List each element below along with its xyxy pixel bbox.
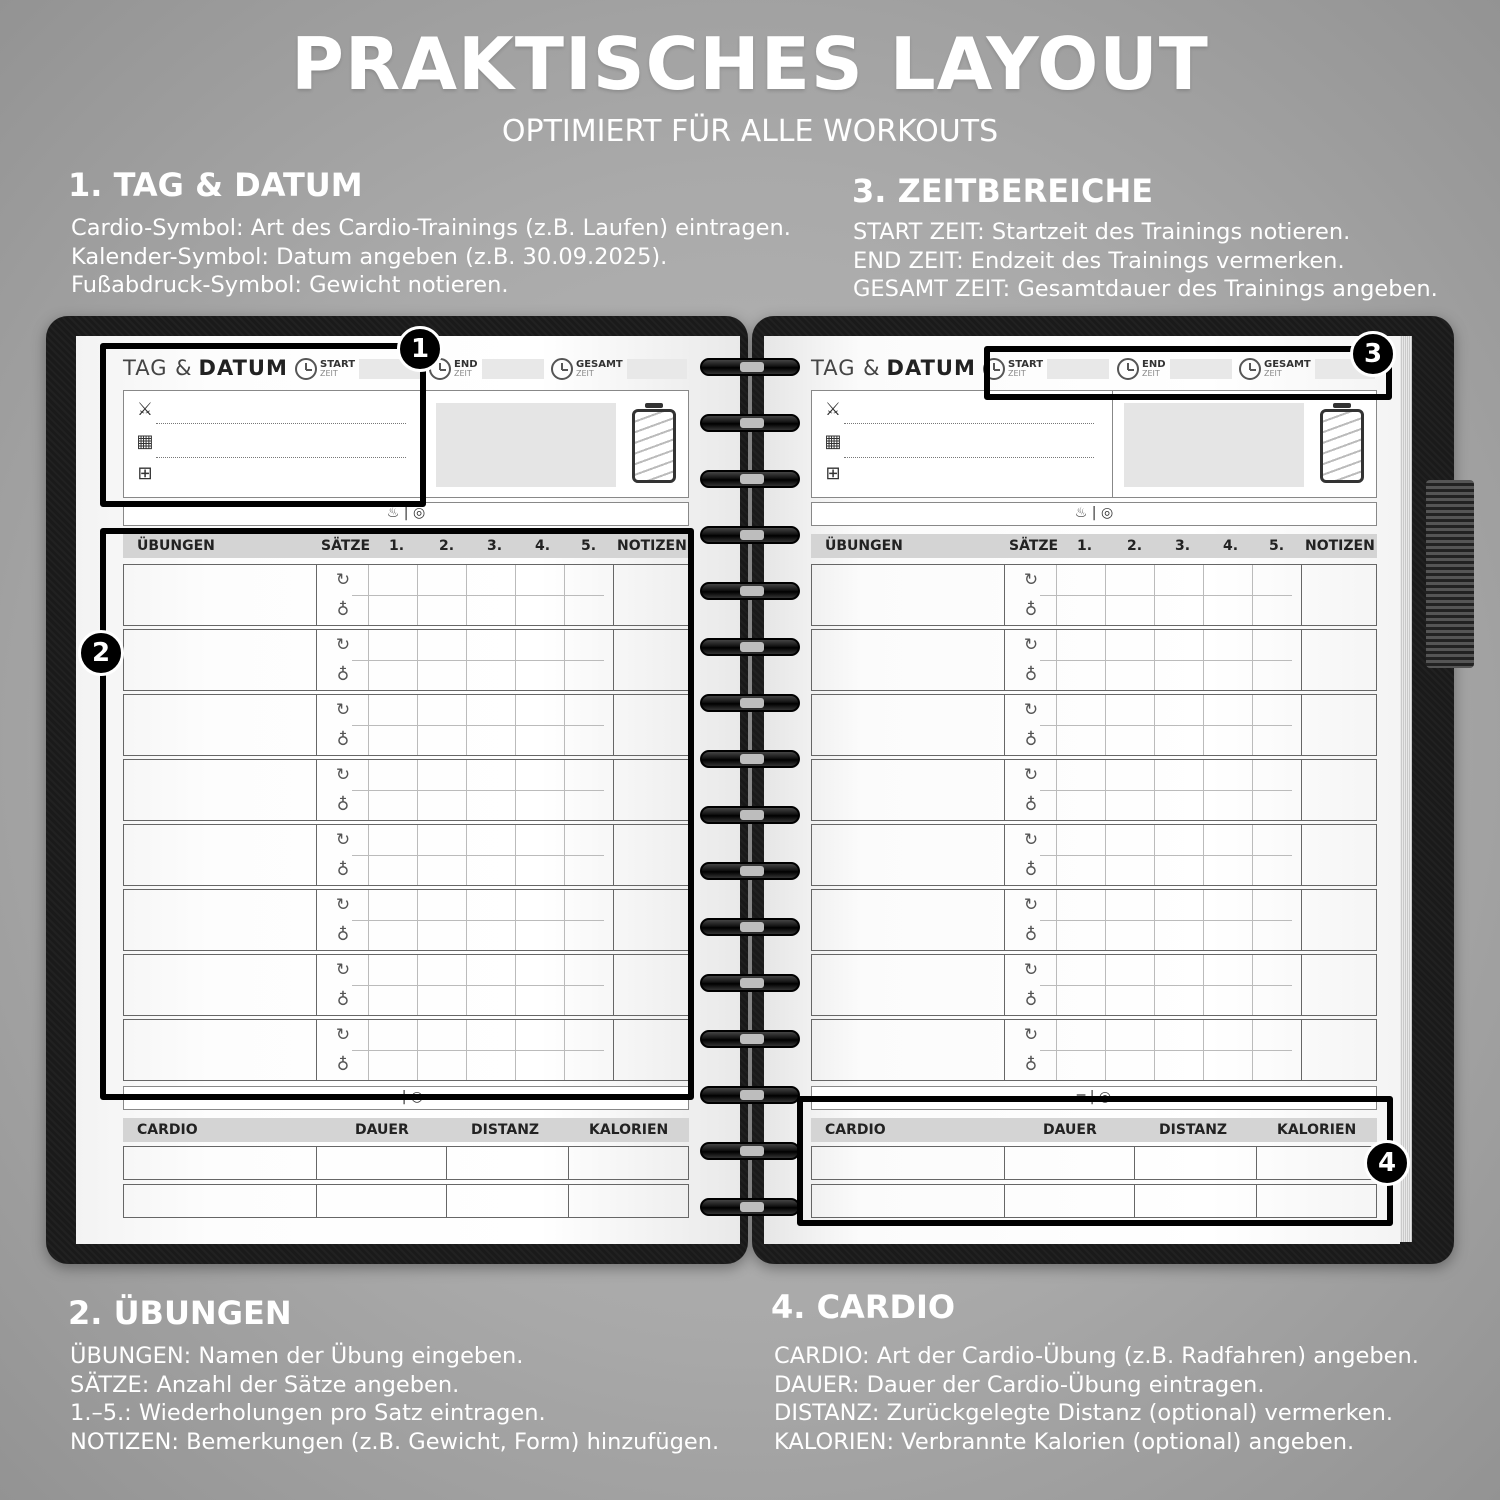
repeat-icon: ↻: [1023, 830, 1039, 850]
section-4-line: DISTANZ: Zurückgelegte Distanz (optional) vermerken.: [774, 1400, 1394, 1426]
scale-icon: ⊞: [825, 463, 841, 484]
repeat-icon: ↻: [335, 895, 351, 915]
col-notes: NOTIZEN: [1305, 538, 1375, 554]
time-end-title: END: [454, 359, 478, 370]
kettlebell-icon: ♁: [1024, 990, 1038, 1010]
tag-label-bold: DATUM: [198, 356, 288, 380]
spiral-ring: [700, 638, 800, 656]
spiral-ring: [700, 694, 800, 712]
repeat-icon: ↻: [335, 830, 351, 850]
spiral-ring: [700, 358, 800, 376]
highlight-box-1: [100, 343, 426, 507]
calendar-icon: ▦: [136, 431, 154, 452]
kettlebell-icon: ♁: [1024, 925, 1038, 945]
section-2-heading: 2. ÜBUNGEN: [68, 1294, 292, 1332]
repeat-icon: ↻: [335, 700, 351, 720]
time-sub-label: ZEIT: [320, 369, 338, 378]
repeat-icon: ↻: [1023, 570, 1039, 590]
col-n3: 3.: [487, 538, 503, 554]
kettlebell-icon: ♁: [336, 1055, 350, 1075]
repeat-icon: ↻: [335, 570, 351, 590]
target-icon: ◎: [410, 1089, 424, 1105]
target-icon: ◎: [412, 505, 426, 521]
kettlebell-icon: ♁: [336, 860, 350, 880]
time-sub-label: ZEIT: [1142, 369, 1160, 378]
section-2-line: ÜBUNGEN: Namen der Übung eingeben.: [70, 1343, 524, 1369]
section-4-text: [774, 1342, 1419, 1456]
repeat-icon: ↻: [1023, 765, 1039, 785]
kettlebell-icon: ♁: [1024, 860, 1038, 880]
kettlebell-icon: ♁: [336, 600, 350, 620]
kettlebell-icon: ♁: [336, 925, 350, 945]
col-exercises: ÜBUNGEN: [137, 538, 215, 554]
tag-label-light: TAG &: [811, 356, 881, 380]
spiral-ring: [700, 918, 800, 936]
col-calories: KALORIEN: [1277, 1122, 1357, 1138]
time-sub-label: ZEIT: [454, 369, 472, 378]
col-n1: 1.: [389, 538, 405, 554]
section-2-line: SÄTZE: Anzahl der Sätze angeben.: [70, 1371, 460, 1398]
dumbbell-icon: ⚔: [824, 399, 842, 420]
section-4-line: CARDIO: Art der Cardio-Übung (z.B. Radfahren) angeben.: [774, 1343, 1419, 1369]
kettlebell-icon: ♁: [1024, 1055, 1038, 1075]
kettlebell-icon: ♁: [336, 665, 350, 685]
kettlebell-icon: ♁: [336, 795, 350, 815]
section-2-text: [70, 1342, 719, 1456]
section-3-line: GESAMT ZEIT: Gesamtdauer des Trainings angeben.: [853, 276, 1438, 302]
highlight-box-3: [984, 346, 1392, 400]
col-n3: 3.: [1175, 538, 1191, 554]
section-4-line: KALORIEN: Verbrannte Kalorien (optional) angeben.: [774, 1428, 1355, 1455]
badge-3: 3: [1350, 331, 1396, 377]
section-4-line: DAUER: Dauer der Cardio-Übung eintragen.: [774, 1371, 1265, 1398]
spiral-ring: [700, 1086, 800, 1104]
repeat-icon: ↻: [1023, 700, 1039, 720]
spiral-ring: [700, 582, 800, 600]
section-1-heading: 1. TAG & DATUM: [68, 166, 363, 204]
spiral-ring: [700, 862, 800, 880]
col-cardio: CARDIO: [825, 1122, 886, 1138]
col-n4: 4.: [1223, 538, 1239, 554]
col-exercises: ÜBUNGEN: [825, 538, 903, 554]
kettlebell-icon: ♁: [336, 730, 350, 750]
scale-icon: ⊞: [137, 463, 153, 484]
col-duration: DAUER: [1043, 1122, 1097, 1138]
dumbbell-icon: ═ |: [1076, 1089, 1099, 1105]
calendar-icon: ▦: [824, 431, 842, 452]
col-cardio: CARDIO: [137, 1122, 198, 1138]
page-title: PRAKTISCHES LAYOUT: [291, 22, 1209, 106]
section-1-line: Kalender-Symbol: Datum angeben (z.B. 30.09.2025).: [71, 243, 668, 270]
section-3-line: START ZEIT: Startzeit des Trainings notieren.: [853, 219, 1351, 245]
time-total-title: GESAMT: [576, 359, 623, 370]
spiral-ring: [700, 974, 800, 992]
highlight-box-4: [797, 1096, 1393, 1226]
repeat-icon: ↻: [335, 635, 351, 655]
repeat-icon: ↻: [1023, 960, 1039, 980]
spiral-ring: [700, 470, 800, 488]
badge-1: 1: [397, 326, 443, 372]
dumbbell-icon: ═ |: [388, 1089, 411, 1105]
col-n1: 1.: [1077, 538, 1093, 554]
time-end-title: END: [1142, 359, 1166, 370]
kettlebell-icon: ♁: [1024, 665, 1038, 685]
kettlebell-icon: ♁: [336, 990, 350, 1010]
fire-icon: ♨ |: [1074, 505, 1101, 521]
target-icon: ◎: [1098, 1089, 1112, 1105]
col-calories: KALORIEN: [589, 1122, 669, 1138]
col-n5: 5.: [1269, 538, 1285, 554]
time-start-title: START: [1008, 359, 1044, 370]
section-1-line: Fußabdruck-Symbol: Gewicht notieren.: [71, 272, 509, 298]
target-icon: ◎: [1100, 505, 1114, 521]
spiral-ring: [700, 750, 800, 768]
kettlebell-icon: ♁: [1024, 795, 1038, 815]
kettlebell-icon: ♁: [1024, 730, 1038, 750]
tag-label-light: TAG &: [123, 356, 193, 380]
col-n4: 4.: [535, 538, 551, 554]
col-duration: DAUER: [355, 1122, 409, 1138]
repeat-icon: ↻: [1023, 1025, 1039, 1045]
section-4-heading: 4. CARDIO: [771, 1288, 956, 1326]
repeat-icon: ↻: [335, 960, 351, 980]
col-n2: 2.: [439, 538, 455, 554]
time-start-title: START: [320, 359, 356, 370]
spiral-ring: [700, 1198, 800, 1216]
section-3-heading: 3. ZEITBEREICHE: [852, 172, 1154, 210]
spiral-ring: [700, 414, 800, 432]
col-notes: NOTIZEN: [617, 538, 687, 554]
section-2-line: NOTIZEN: Bemerkungen (z.B. Gewicht, Form) hinzufügen.: [70, 1428, 720, 1455]
spiral-ring: [700, 806, 800, 824]
highlight-box-2: [100, 528, 694, 1100]
col-n2: 2.: [1127, 538, 1143, 554]
tag-label-bold: DATUM: [886, 356, 976, 380]
section-1-line: Cardio-Symbol: Art des Cardio-Trainings (z.B. Laufen) eintragen.: [71, 215, 791, 241]
badge-4: 4: [1364, 1140, 1410, 1186]
time-sub-label: ZEIT: [1264, 369, 1282, 378]
col-sets: SÄTZE: [1009, 538, 1059, 554]
badge-2: 2: [78, 630, 124, 676]
repeat-icon: ↻: [335, 765, 351, 785]
time-sub-label: ZEIT: [576, 369, 594, 378]
col-distance: DISTANZ: [1159, 1122, 1228, 1138]
time-sub-label: ZEIT: [1008, 369, 1026, 378]
dumbbell-icon: ⚔: [136, 399, 154, 420]
repeat-icon: ↻: [1023, 895, 1039, 915]
kettlebell-icon: ♁: [1024, 600, 1038, 620]
time-total-title: GESAMT: [1264, 359, 1311, 370]
section-2-line: 1.–5.: Wiederholungen pro Satz eintragen.: [70, 1400, 546, 1426]
spiral-ring: [700, 526, 800, 544]
repeat-icon: ↻: [1023, 635, 1039, 655]
col-distance: DISTANZ: [471, 1122, 540, 1138]
section-3-line: END ZEIT: Endzeit des Trainings vermerken.: [853, 247, 1345, 274]
fire-icon: ♨ |: [386, 505, 413, 521]
spiral-ring: [700, 1030, 800, 1048]
spiral-ring: [700, 1142, 800, 1160]
repeat-icon: ↻: [335, 1025, 351, 1045]
col-n5: 5.: [581, 538, 597, 554]
col-sets: SÄTZE: [321, 538, 371, 554]
page-subtitle: OPTIMIERT FÜR ALLE WORKOUTS: [501, 114, 999, 149]
